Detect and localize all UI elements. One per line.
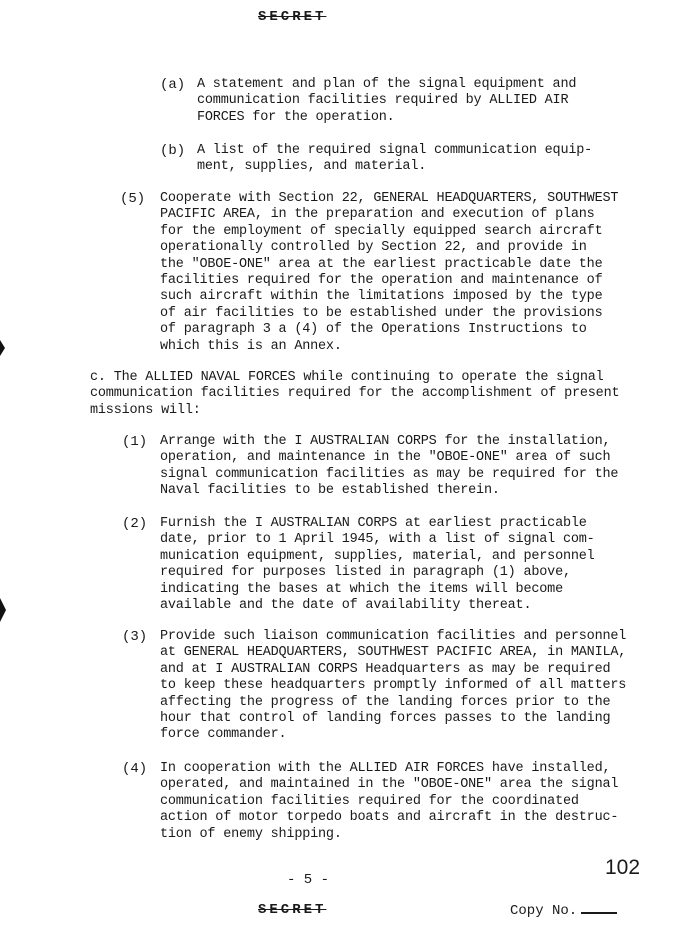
sub-3-text: Provide such liaison communication facilities and personnel at GENERAL HEADQUARTERS, SOUTHWEST PACIFIC AREA, in MANILA, and at I AUSTRALIAN CORPS Headquarters as may be required to keep these headquarters promptly informed of all matters affecting the progress of the landing forces prior to the hour that control of landing forces passes to the landing force commander. [160,629,627,743]
stamped-number: 102 [605,856,641,879]
sub-1-text: Arrange with the I AUSTRALIAN CORPS for the installation, operation, and maintenance in the "OBOE-ONE" area of such signal communication facilities as may be required for the Naval facilities to be established therein. [160,434,619,499]
sub-2-marker: (2) [122,516,148,532]
sub-4-marker: (4) [122,761,148,777]
classification-header: SECRET [258,9,327,25]
page-number: - 5 - [287,872,330,888]
section-c-text: c. The ALLIED NAVAL FORCES while continuing to operate the signal communication facilities required for the accomplishment of present missions will: [90,370,620,418]
sub-1-marker: (1) [122,434,148,450]
sub-2-text: Furnish the I AUSTRALIAN CORPS at earliest practicable date, prior to 1 April 1945, with a list of signal com- munication equipment, supplies, material, and personnel required for purposes listed in paragraph (1) above, indicating the bases at which the items will become available and the date of availability thereat. [160,516,595,614]
item-b-text: A list of the required signal communication equip- ment, supplies, and material. [197,143,593,175]
left-edge-mark-lower [0,598,6,622]
left-edge-mark-upper [0,340,5,356]
para-5-text: Cooperate with Section 22, GENERAL HEADQUARTERS, SOUTHWEST PACIFIC AREA, in the preparation and execution of plans for the employment of specially equipped search aircraft operationally controlled by Section 22, and provide in the "OBOE-ONE" area at the earliest practicable date the facilities required for the operation and maintenance of such aircraft within the limitations imposed by the type of air facilities to be established under the provisions of paragraph 3 a (4) of the Operations Instructions to which this is an Annex. [160,191,619,354]
sub-3-marker: (3) [122,629,148,645]
para-5-marker: (5) [120,191,146,207]
item-b-marker: (b) [160,143,186,159]
item-a-marker: (a) [160,77,186,93]
copy-number-label: Copy No. [510,903,578,919]
item-a-text: A statement and plan of the signal equipment and communication facilities required by ALLIED AIR FORCES for the operation. [197,77,577,125]
classification-footer: SECRET [258,902,327,918]
sub-4-text: In cooperation with the ALLIED AIR FORCES have installed, operated, and maintained in the "OBOE-ONE" area the signal communication facilities required for the coordinated action of motor torpedo boats and aircraft in the destruc- tion of enemy shipping. [160,761,619,842]
